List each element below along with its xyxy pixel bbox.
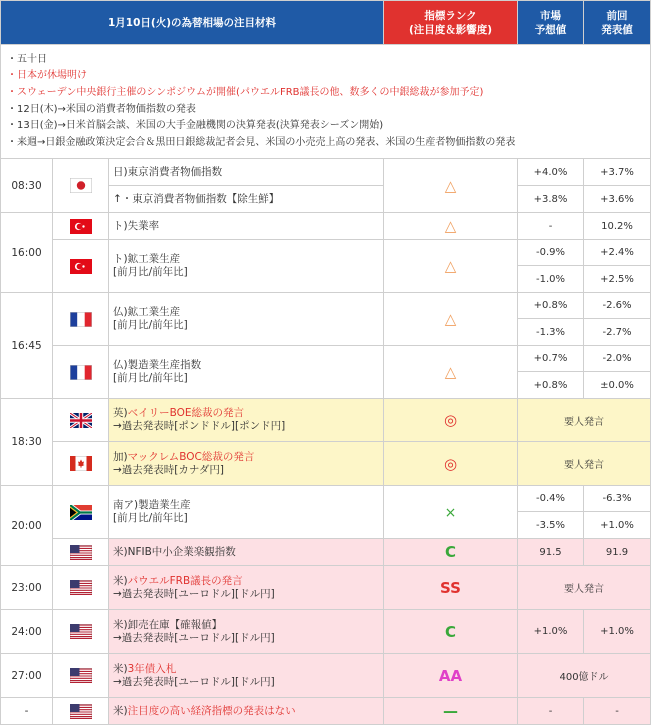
note-item: ・日本が休場明け xyxy=(7,70,87,82)
previous-value: -2.0% xyxy=(584,346,651,372)
rank-mark: △ xyxy=(384,240,518,293)
table-row xyxy=(1,698,651,725)
notes-list xyxy=(1,45,651,159)
table-row xyxy=(1,566,651,610)
previous-value: +3.7% xyxy=(584,159,651,186)
indicator-name: ト)失業率 xyxy=(109,213,384,240)
time-cell: 16:00 xyxy=(1,213,53,293)
previous-value: -2.6% xyxy=(584,293,651,319)
merged-value: 400億ドル xyxy=(518,654,651,698)
note-item: ・スウェーデン中央銀行主催のシンポジウムが開催(パウエルFRB議長の他、数多くの中銀総裁が参加予定) xyxy=(7,86,484,98)
time-cell: 18:30 xyxy=(1,399,53,486)
forecast-value: -0.4% xyxy=(518,486,584,512)
table-row xyxy=(1,346,651,372)
forecast-value: 91.5 xyxy=(518,539,584,566)
time-cell: 27:00 xyxy=(1,654,53,698)
rank-mark: — xyxy=(384,698,518,725)
note-item: ・12日(木)→米国の消費者物価指数の発表 xyxy=(7,103,196,115)
note-item: ・来週→日銀金融政策決定会合＆黒田日銀総裁記者会見、米国の小売売上高の発表、米国の生産者物価指数の発表 xyxy=(7,136,516,148)
merged-value: 要人発言 xyxy=(518,442,651,486)
merged-value: 要人発言 xyxy=(518,399,651,442)
rank-mark: △ xyxy=(384,159,518,213)
uk-flag-icon xyxy=(53,399,109,442)
indicator-name: 仏)製造業生産指数 [前月比/前年比] xyxy=(109,346,384,399)
table-row xyxy=(1,610,651,654)
table-row xyxy=(1,399,651,442)
note-item: ・13日(金)→日米首脳会談、米国の大手金融機関の決算発表(決算発表シーズン開始) xyxy=(7,120,384,132)
forecast-value: -3.5% xyxy=(518,512,584,539)
time-cell: 08:30 xyxy=(1,159,53,213)
rank-mark: ◎ xyxy=(384,442,518,486)
page-title: 1月10日(火)の為替相場の注目材料 xyxy=(1,1,384,45)
rank-mark: × xyxy=(384,486,518,539)
rank-mark: △ xyxy=(384,346,518,399)
rank-mark: AA xyxy=(384,654,518,698)
table-row xyxy=(1,213,651,240)
usa-flag-icon xyxy=(53,539,109,566)
indicator-name: 加)マックレムBOC総裁の発言 →過去発表時[カナダ円] xyxy=(109,442,384,486)
indicator-name: 米)NFIB中小企業楽観指数 xyxy=(109,539,384,566)
forecast-value: +0.8% xyxy=(518,372,584,399)
previous-value: -2.7% xyxy=(584,319,651,346)
previous-value: +2.5% xyxy=(584,266,651,293)
japan-flag-icon xyxy=(53,159,109,213)
usa-flag-icon xyxy=(53,610,109,654)
forecast-value: - xyxy=(518,698,584,725)
table-row xyxy=(1,442,651,486)
south-africa-flag-icon xyxy=(53,486,109,539)
canada-flag-icon xyxy=(53,442,109,486)
time-cell: 23:00 xyxy=(1,566,53,610)
time-cell: 16:45 xyxy=(1,293,53,399)
france-flag-icon xyxy=(53,293,109,346)
indicator-name: ↑・東京消費者物価指数【除生鮮】 xyxy=(109,186,384,213)
usa-flag-icon xyxy=(53,654,109,698)
table-header-row xyxy=(1,1,651,45)
rank-mark: ◎ xyxy=(384,399,518,442)
table-row xyxy=(1,486,651,512)
indicator-name: 米)注目度の高い経済指標の発表はない xyxy=(109,698,384,725)
table-row xyxy=(1,240,651,266)
previous-value: +3.6% xyxy=(584,186,651,213)
table-row xyxy=(1,293,651,319)
rank-column-header: 指標ランク (注目度＆影響度) xyxy=(384,1,518,45)
rank-mark: △ xyxy=(384,293,518,346)
rank-mark: SS xyxy=(384,566,518,610)
forecast-value: +4.0% xyxy=(518,159,584,186)
indicator-name: 南ア)製造業生産 [前月比/前年比] xyxy=(109,486,384,539)
merged-value: 要人発言 xyxy=(518,566,651,610)
forecast-value: - xyxy=(518,213,584,240)
usa-flag-icon xyxy=(53,566,109,610)
table-row xyxy=(1,654,651,698)
time-cell: 24:00 xyxy=(1,610,53,654)
indicator-name: ト)鉱工業生産 [前月比/前年比] xyxy=(109,240,384,293)
turkey-flag-icon xyxy=(53,240,109,293)
notes-row xyxy=(1,45,651,159)
rank-mark: C xyxy=(384,539,518,566)
indicator-name: 仏)鉱工業生産 [前月比/前年比] xyxy=(109,293,384,346)
previous-value: - xyxy=(584,698,651,725)
forecast-value: -1.3% xyxy=(518,319,584,346)
time-cell: 20:00 xyxy=(1,486,53,566)
france-flag-icon xyxy=(53,346,109,399)
previous-value: 91.9 xyxy=(584,539,651,566)
turkey-flag-icon xyxy=(53,213,109,240)
indicator-name: 米)パウエルFRB議長の発言 →過去発表時[ユーロドル][ドル円] xyxy=(109,566,384,610)
indicator-name: 米)3年債入札 →過去発表時[ユーロドル][ドル円] xyxy=(109,654,384,698)
previous-value: +2.4% xyxy=(584,240,651,266)
time-cell: - xyxy=(1,698,53,725)
previous-value: +1.0% xyxy=(584,610,651,654)
previous-value: +1.0% xyxy=(584,512,651,539)
previous-value: ±0.0% xyxy=(584,372,651,399)
indicator-name: 英)ベイリーBOE総裁の発言 →過去発表時[ポンドドル][ポンド円] xyxy=(109,399,384,442)
usa-flag-icon xyxy=(53,698,109,725)
forecast-value: +0.7% xyxy=(518,346,584,372)
forecast-value: +1.0% xyxy=(518,610,584,654)
previous-column-header: 前回 発表値 xyxy=(584,1,651,45)
indicator-name: 日)東京消費者物価指数 xyxy=(109,159,384,186)
rank-mark: C xyxy=(384,610,518,654)
previous-value: 10.2% xyxy=(584,213,651,240)
forecast-value: +0.8% xyxy=(518,293,584,319)
previous-value: -6.3% xyxy=(584,486,651,512)
forecast-value: +3.8% xyxy=(518,186,584,213)
indicator-name: 米)卸売在庫【確報値】 →過去発表時[ユーロドル][ドル円] xyxy=(109,610,384,654)
table-row xyxy=(1,159,651,186)
rank-mark: △ xyxy=(384,213,518,240)
forecast-value: -1.0% xyxy=(518,266,584,293)
table-row xyxy=(1,539,651,566)
note-item: ・五十日 xyxy=(7,53,47,65)
forecast-column-header: 市場 予想値 xyxy=(518,1,584,45)
forecast-value: -0.9% xyxy=(518,240,584,266)
